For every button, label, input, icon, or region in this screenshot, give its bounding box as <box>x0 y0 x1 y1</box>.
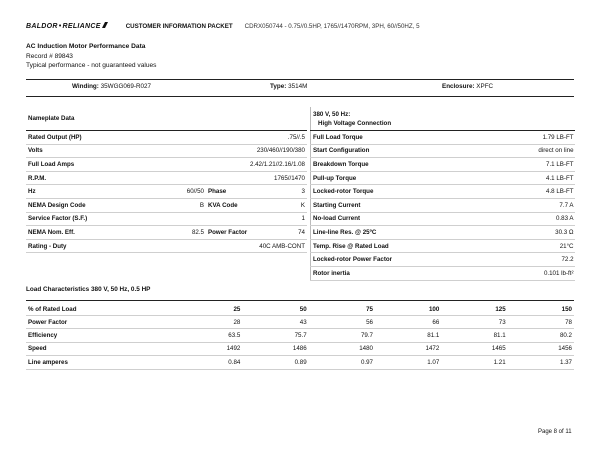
table-row <box>311 239 575 253</box>
column-header: 50 <box>242 304 308 316</box>
row-value: 4.1 LB-FT <box>471 171 575 185</box>
performance-note: Typical performance - not guaranteed values <box>26 62 157 69</box>
row-label: Efficiency <box>26 329 176 342</box>
divider-top <box>26 79 574 80</box>
brand-separator: • <box>58 23 62 30</box>
row-value: 7.7 A <box>471 198 575 212</box>
row-label: Locked-rotor Power Factor <box>311 253 471 267</box>
row-label: Line-line Res. @ 25ºC <box>311 226 471 240</box>
cell: 0.89 <box>242 356 308 369</box>
winding-row <box>26 83 574 93</box>
cell: 1492 <box>176 342 242 355</box>
table-row <box>311 198 575 212</box>
page-number: Page 8 of 11 <box>538 429 572 435</box>
cell: 28 <box>176 316 242 329</box>
cell: 78 <box>508 316 574 329</box>
divider-load <box>26 300 574 301</box>
column-header: 100 <box>375 304 441 316</box>
row-label: Starting Current <box>311 198 471 212</box>
row-value: 0.101 lb-ft² <box>471 266 575 280</box>
cell: 66 <box>375 316 441 329</box>
cell: 1480 <box>309 342 375 355</box>
document-header <box>26 21 420 31</box>
table-row <box>26 329 574 342</box>
load-section-title: Load Characteristics 380 V, 50 Hz, 0.5 HP <box>26 286 151 293</box>
table-row <box>26 356 574 369</box>
table-row <box>26 131 307 145</box>
table-row <box>311 144 575 158</box>
cell: 56 <box>309 316 375 329</box>
cell: 73 <box>441 316 507 329</box>
connection-header <box>311 107 575 131</box>
column-header: 125 <box>441 304 507 316</box>
table-row <box>26 171 307 185</box>
row-label: Line amperes <box>26 356 176 369</box>
cell: 43 <box>242 316 308 329</box>
row-value: B <box>122 198 206 212</box>
row-label: Breakdown Torque <box>311 158 471 172</box>
table-row <box>311 158 575 172</box>
enclosure-value: XPFC <box>476 83 494 90</box>
row-label: Speed <box>26 342 176 355</box>
table-row <box>26 198 307 212</box>
row-value-2: 74 <box>266 226 307 240</box>
nameplate-table <box>26 107 307 253</box>
brand-logo <box>26 22 108 30</box>
connection-table <box>310 107 575 281</box>
row-label: Power Factor <box>26 316 176 329</box>
brand-mark-icon <box>102 22 108 28</box>
record-number: Record # 89843 <box>26 52 73 60</box>
row-label: Temp. Rise @ Rated Load <box>311 239 471 253</box>
type-value: 3514M <box>288 83 308 90</box>
table-row <box>311 131 575 145</box>
table-row <box>311 266 575 280</box>
product-description: CDRX050744 - 0.75//0.5HP, 1765//1470RPM, 3PH, 60//50HZ, 5 <box>244 22 420 30</box>
table-row <box>26 212 307 226</box>
row-label: Volts <box>26 144 122 158</box>
row-label-2: Power Factor <box>206 226 266 240</box>
row-label: NEMA Nom. Eff. <box>26 226 122 240</box>
table-row <box>26 239 307 253</box>
row-value: 40C AMB-CONT <box>206 239 307 253</box>
row-value: direct on line <box>471 144 575 158</box>
column-header: 75 <box>309 304 375 316</box>
row-value: 4.8 LB-FT <box>471 185 575 199</box>
row-label: Rating - Duty <box>26 239 122 253</box>
cell: 1.37 <box>508 356 574 369</box>
row-label: Rotor inertia <box>311 266 471 280</box>
row-label: Start Configuration <box>311 144 471 158</box>
cell: 81.1 <box>375 329 441 342</box>
cell: 1486 <box>242 342 308 355</box>
row-value: 1.79 LB-FT <box>471 131 575 145</box>
row-label: Hz <box>26 185 122 199</box>
cell: 63.5 <box>176 329 242 342</box>
nameplate-header: Nameplate Data <box>26 107 307 131</box>
row-value: 1765//1470 <box>206 171 307 185</box>
column-header: % of Rated Load <box>26 304 176 316</box>
row-value: 0.83 A <box>471 212 575 226</box>
row-value: 72.2 <box>471 253 575 267</box>
row-value: .75//.5 <box>206 131 307 145</box>
load-header-row <box>26 304 574 316</box>
row-value: 230/460//190/380 <box>206 144 307 158</box>
cell: 1472 <box>375 342 441 355</box>
cell: 1465 <box>441 342 507 355</box>
table-row <box>26 226 307 240</box>
winding-value: 35WGG069-R027 <box>100 83 152 90</box>
table-row <box>26 342 574 355</box>
table-row <box>311 226 575 240</box>
column-header: 25 <box>176 304 242 316</box>
divider-winding <box>26 96 574 97</box>
row-value: 21°C <box>471 239 575 253</box>
cell: 1.07 <box>375 356 441 369</box>
cell: 0.84 <box>176 356 242 369</box>
table-row <box>311 253 575 267</box>
row-value: 82.5 <box>122 226 206 240</box>
brand-right: RELIANCE <box>62 23 101 30</box>
load-table <box>26 304 574 370</box>
row-label: Full Load Amps <box>26 158 122 172</box>
cell: 0.97 <box>309 356 375 369</box>
table-row <box>311 185 575 199</box>
cell: 80.2 <box>508 329 574 342</box>
row-label: R.P.M. <box>26 171 122 185</box>
row-label: Full Load Torque <box>311 131 471 145</box>
connection-header-line2: High Voltage Connection <box>318 119 392 127</box>
row-value-2: 3 <box>266 185 307 199</box>
row-label: No-load Current <box>311 212 471 226</box>
row-value: 30.3 Ω <box>471 226 575 240</box>
table-row <box>26 158 307 172</box>
type-label: Type: <box>270 83 287 90</box>
column-header: 150 <box>508 304 574 316</box>
table-row <box>26 316 574 329</box>
brand-left: BALDOR <box>26 23 58 30</box>
document-title: AC Induction Motor Performance Data <box>26 43 146 50</box>
row-label: Locked-rotor Torque <box>311 185 471 199</box>
row-label: NEMA Design Code <box>26 198 122 212</box>
table-row <box>311 212 575 226</box>
intro-block <box>26 42 156 71</box>
row-label-2: KVA Code <box>206 198 266 212</box>
row-value: 1 <box>206 212 307 226</box>
cell: 1.21 <box>441 356 507 369</box>
row-value: 7.1 LB-FT <box>471 158 575 172</box>
enclosure-label: Enclosure: <box>442 83 475 90</box>
table-row <box>26 144 307 158</box>
row-value: 60//50 <box>122 185 206 199</box>
table-row <box>26 185 307 199</box>
table-row <box>311 171 575 185</box>
row-label: Rated Output (HP) <box>26 131 122 145</box>
cell: 79.7 <box>309 329 375 342</box>
cell: 75.7 <box>242 329 308 342</box>
row-label-2: Phase <box>206 185 266 199</box>
row-value-2: K <box>266 198 307 212</box>
winding-label: Winding: <box>72 83 99 90</box>
row-value: 2.42/1.21//2.16/1.08 <box>206 158 307 172</box>
row-label: Service Factor (S.F.) <box>26 212 122 226</box>
connection-header-line1: 380 V, 50 Hz: <box>313 110 351 118</box>
cell: 1456 <box>508 342 574 355</box>
packet-title: CUSTOMER INFORMATION PACKET <box>125 22 233 30</box>
row-label: Pull-up Torque <box>311 171 471 185</box>
cell: 81.1 <box>441 329 507 342</box>
